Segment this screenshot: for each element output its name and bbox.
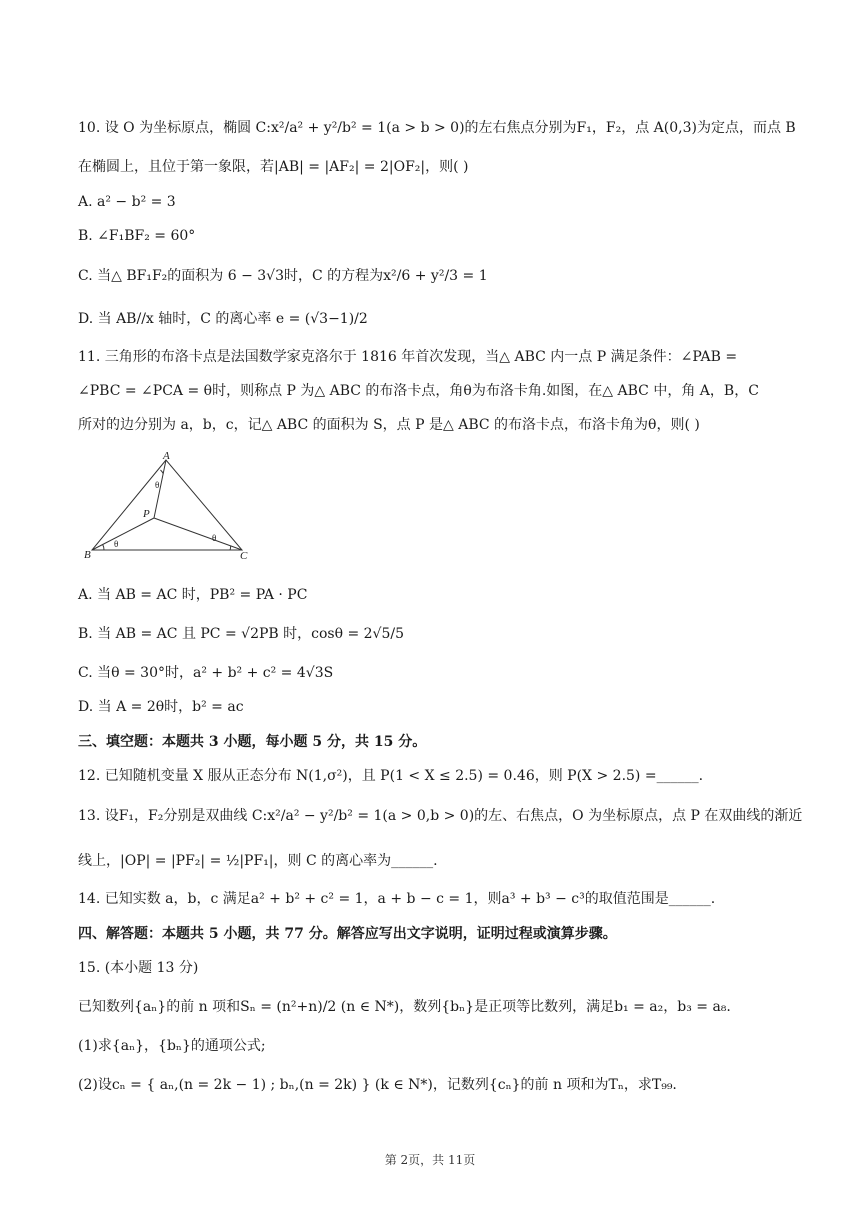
triangle-abc (92, 460, 242, 550)
angle-arc-c (230, 546, 231, 550)
brocard-triangle-figure (84, 450, 254, 562)
angle-arc-a (161, 470, 164, 474)
q15-part1: (1)求{aₙ}，{bₙ}的通项公式; (78, 1038, 266, 1054)
section-solution-heading: 四、解答题：本题共 5 小题，共 77 分。解答应写出文字说明，证明过程或演算步骤。 (78, 926, 617, 942)
q11-stem-line3: 所对的边分别为 a，b，c，记△ ABC 的面积为 S，点 P 是△ ABC 的布洛卡点，布洛卡角为θ，则( ) (78, 417, 700, 433)
angle-arc-b (103, 545, 104, 551)
q15-title: 15. (本小题 13 分) (78, 960, 199, 976)
q11-stem-line2: ∠PBC = ∠PCA = θ时，则称点 P 为△ ABC 的布洛卡点，角θ为布洛卡角.如图，在△ ABC 中，角 A，B，C (78, 383, 759, 399)
q11-stem-line1: 11. 三角形的布洛卡点是法国数学家克洛尔于 1816 年首次发现，当△ ABC 内一点 P 满足条件：∠PAB = (78, 349, 738, 365)
q10-option-c: C. 当△ BF₁F₂的面积为 6 − 3√3时，C 的方程为x²/6 + y²/3 = 1 (78, 268, 488, 284)
vertex-label-a: A (163, 450, 170, 462)
page-footer: 第 2页，共 11页 (384, 1153, 476, 1167)
q10-stem-line1: 10. 设 O 为坐标原点，椭圆 C:x²/a² + y²/b² = 1(a > b > 0)的左右焦点分别为F₁，F₂，点 A(0,3)为定点，而点 B (78, 120, 796, 136)
q10-option-a: A. a² − b² = 3 (78, 194, 176, 210)
theta-label-b: θ (114, 539, 119, 549)
q10-option-b: B. ∠F₁BF₂ = 60° (78, 228, 196, 244)
q11-option-b: B. 当 AB = AC 且 PC = √2PB 时，cosθ = 2√5/5 (78, 626, 405, 642)
q13-stem-line2: 线上，|OP| = |PF₂| = ½|PF₁|，则 C 的离心率为______. (78, 853, 438, 869)
q15-part2: (2)设cₙ = { aₙ,(n = 2k − 1) ; bₙ,(n = 2k) } (k ∈ N*)，记数列{cₙ}的前 n 项和为Tₙ，求T₉₉. (78, 1077, 677, 1093)
vertex-label-b: B (84, 549, 91, 561)
q13-stem-line1: 13. 设F₁，F₂分别是双曲线 C:x²/a² − y²/b² = 1(a > 0,b > 0)的左、右焦点，O 为坐标原点，点 P 在双曲线的渐近 (78, 808, 803, 824)
vertex-label-c: C (240, 550, 248, 562)
theta-label-a: θ (155, 480, 160, 490)
q10-stem-line2: 在椭圆上，且位于第一象限，若|AB| = |AF₂| = 2|OF₂|，则( ) (78, 159, 469, 175)
segment-pb (92, 518, 154, 550)
q12-text: 12. 已知随机变量 X 服从正态分布 N(1,σ²)，且 P(1 < X ≤ 2.5) = 0.46，则 P(X > 2.5) =______. (78, 768, 704, 784)
q14-text: 14. 已知实数 a，b，c 满足a² + b² + c² = 1，a + b − c = 1，则a³ + b³ − c³的取值范围是______. (78, 891, 716, 907)
q15-stem: 已知数列{aₙ}的前 n 项和Sₙ = (n²+n)/2 (n ∈ N*)，数列{bₙ}是正项等比数列，满足b₁ = a₂，b₃ = a₈. (78, 999, 731, 1015)
q11-option-c: C. 当θ = 30°时，a² + b² + c² = 4√3S (78, 665, 334, 681)
theta-label-c: θ (212, 533, 217, 543)
section-fill-in-heading: 三、填空题：本题共 3 小题，每小题 5 分，共 15 分。 (78, 734, 427, 750)
q10-option-d: D. 当 AB//x 轴时，C 的离心率 e = (√3−1)/2 (78, 311, 368, 327)
q11-option-a: A. 当 AB = AC 时，PB² = PA · PC (78, 587, 308, 603)
q11-option-d: D. 当 A = 2θ时，b² = ac (78, 699, 244, 715)
point-label-p: P (143, 508, 150, 520)
